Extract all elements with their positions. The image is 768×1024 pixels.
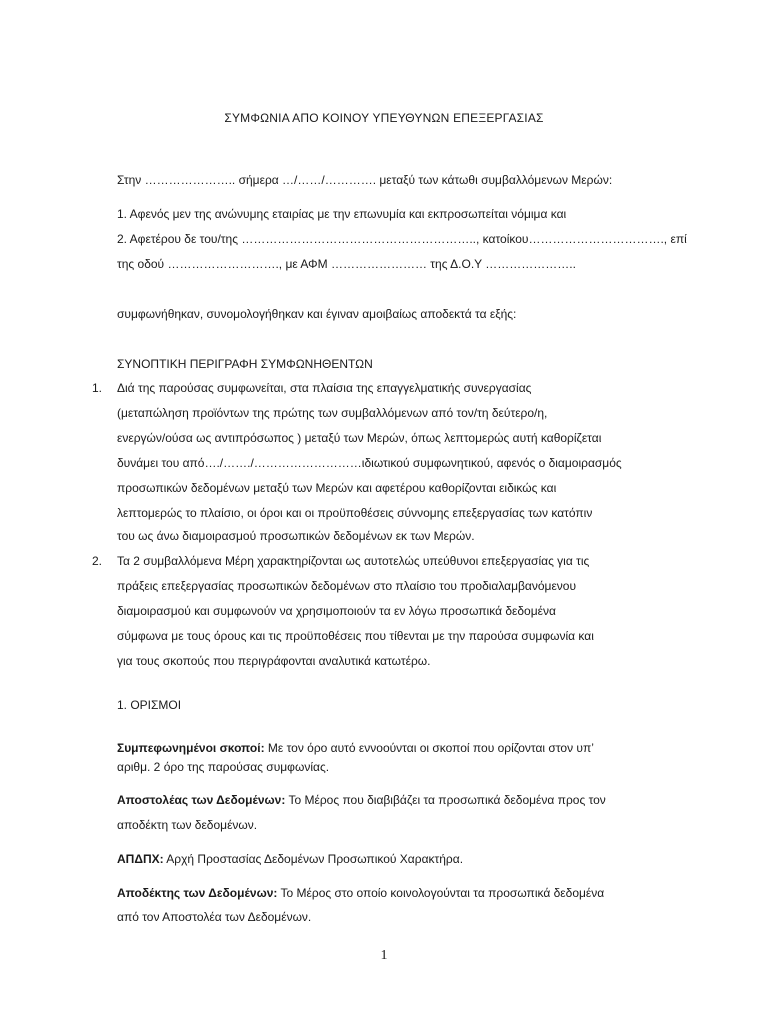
item-two-line: διαμοιρασμού και συμφωνούν να χρησιμοποιούν τα εν λόγω προσωπικά δεδομένα <box>117 604 556 618</box>
party-two-line-2: της οδού ………………………., με ΑΦΜ …………………… της Δ.Ο.Υ ………………….. <box>117 257 576 271</box>
definition-agreed-purposes <box>117 740 594 756</box>
item-one-line: Διά της παρούσας συμφωνείται, στα πλαίσια της επαγγελματικής συνεργασίας <box>117 381 532 395</box>
item-two-line: Τα 2 συμβαλλόμενα Μέρη χαρακτηρίζονται ως αυτοτελώς υπεύθυνοι επεξεργασίας για τις <box>117 554 590 568</box>
intro-line: Στην ………………….. σήμερα …/……/…………. μεταξύ των κάτωθι συμβαλλόμενων Μερών: <box>117 173 613 187</box>
item-one-line: προσωπικών δεδομένων μεταξύ των Μερών και αφετέρου καθορίζονται ειδικώς και <box>117 481 557 495</box>
definition-term: Αποστολέας των Δεδομένων: <box>117 793 286 807</box>
item-two-last-line: για τους σκοπούς που περιγράφονται αναλυτικά κατωτέρω. <box>117 654 431 668</box>
item-one-line: δυνάμει του από…./……./………………………ιδιωτικού συμφωνητικού, αφενός ο διαμοιρασμός <box>117 456 622 470</box>
item-one-line: ενεργών/ούσα ως αντιπρόσωπος ) μεταξύ των Μερών, όπως λεπτομερώς αυτή καθορίζεται <box>117 431 602 445</box>
definitions-heading: 1. ΟΡΙΣΜΟΙ <box>117 698 182 712</box>
definition-text: Αρχή Προστασίας Δεδομένων Προσωπικού Χαρακτήρα. <box>163 852 464 866</box>
document-title: ΣΥΜΦΩΝΙΑ ΑΠΟ ΚΟΙΝΟΥ ΥΠΕΥΘΥΝΩΝ ΕΠΕΞΕΡΓΑΣΙΑΣ <box>224 111 544 125</box>
summary-heading: ΣΥΝΟΠΤΙΚΗ ΠΕΡΙΓΡΑΦΗ ΣΥΜΦΩΝΗΘΕΝΤΩΝ <box>117 357 373 371</box>
definition-continuation: αποδέκτη των δεδομένων. <box>117 818 258 832</box>
definition-term: ΑΠΔΠΧ: <box>117 852 164 866</box>
item-one-line: λεπτομερώς το πλαίσιο, οι όροι και οι προϋποθέσεις σύννομης επεξεργασίας των κατόπιν <box>117 506 593 520</box>
definition-continuation: από τον Αποστολέα των Δεδομένων. <box>117 910 312 924</box>
definition-text: Με τον όρο αυτό εννοούνται οι σκοποί που ορίζονται στον υπ’ <box>264 741 594 755</box>
item-one-line: (μεταπώληση προϊόντων της πρώτης των συμβαλλόμενων από τον/τη δεύτερο/η, <box>117 406 548 420</box>
definition-apdpx <box>117 851 463 867</box>
party-two-line-1: 2. Αφετέρου δε του/της ………………………………………………….., κατοίκου……………………………., επί <box>117 232 687 246</box>
definition-term: Αποδέκτης των Δεδομένων: <box>117 886 278 900</box>
definition-term: Συμπεφωνημένοι σκοποί: <box>117 741 265 755</box>
item-two-number: 2. <box>92 554 103 568</box>
page-number: 1 <box>380 948 388 963</box>
definition-text: Το Μέρος που διαβιβάζει τα προσωπικά δεδομένα προς τον <box>285 793 606 807</box>
definition-text: Το Μέρος στο οποίο κοινολογούνται τα προσωπικά δεδομένα <box>277 886 605 900</box>
item-two-line: πράξεις επεξεργασίας προσωπικών δεδομένων στο πλαίσιο του προδιαλαμβανόμενου <box>117 579 577 593</box>
item-two-line: σύμφωνα με τους όρους και τις προϋποθέσεις που τίθενται με την παρούσα συμφωνία και <box>117 629 594 643</box>
party-one: 1. Αφενός μεν της ανώνυμης εταιρίας με την επωνυμία και εκπροσωπείται νόμιμα και <box>117 207 567 221</box>
item-one-number: 1. <box>92 381 103 395</box>
item-one-last-line: του ως άνω διαμοιρασμού προσωπικών δεδομένων εκ των Μερών. <box>117 529 475 543</box>
agreed-line: συμφωνήθηκαν, συνομολογήθηκαν και έγιναν αμοιβαίως αποδεκτά τα εξής: <box>117 307 517 321</box>
definition-data-sender <box>117 792 606 808</box>
definition-continuation: αριθμ. 2 όρο της παρούσας συμφωνίας. <box>117 760 330 774</box>
definition-data-recipient <box>117 885 604 901</box>
